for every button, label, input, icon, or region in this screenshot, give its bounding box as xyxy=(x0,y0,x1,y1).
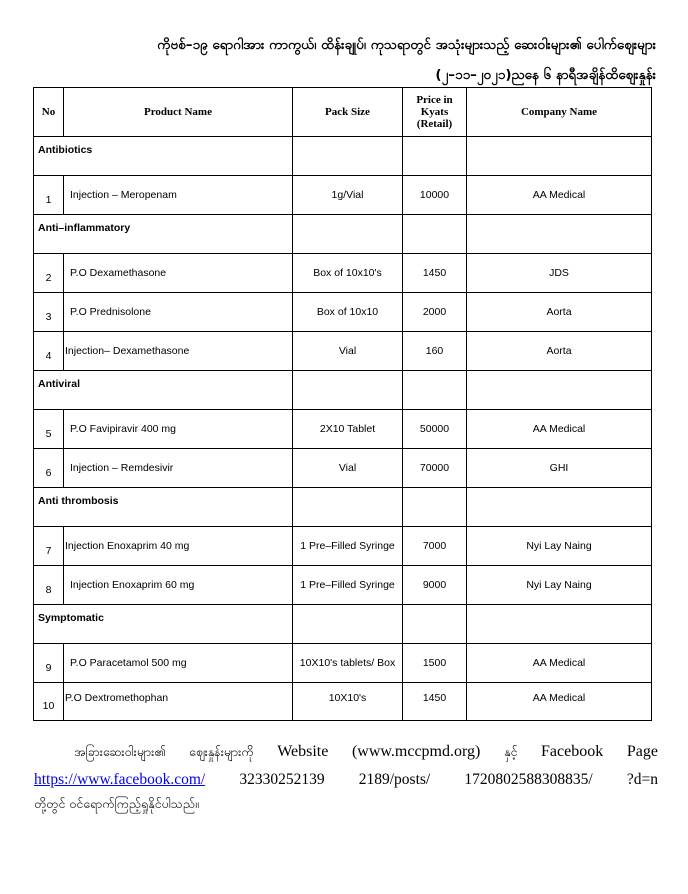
pack-size: 10X10's tablets/ Box xyxy=(293,644,403,683)
footer-line3: တို့တွင် ဝင်ရောက်ကြည့်ရှုနိုင်ပါသည်။ xyxy=(34,796,199,811)
price: 1450 xyxy=(403,254,467,293)
company-name: AA Medical xyxy=(467,644,652,683)
header-price: Price in Kyats (Retail) xyxy=(403,88,467,137)
table-row xyxy=(34,254,652,293)
pack-size: 2X10 Tablet xyxy=(293,410,403,449)
price: 1500 xyxy=(403,644,467,683)
category-row xyxy=(34,605,652,644)
pack-size: 1g/Vial xyxy=(293,176,403,215)
pack-size: 1 Pre–Filled Syringe xyxy=(293,527,403,566)
price: 2000 xyxy=(403,293,467,332)
pack-size: Vial xyxy=(293,332,403,371)
facebook-url-part: ?d=n xyxy=(626,771,658,788)
row-number: 7 xyxy=(34,527,64,566)
product-name: P.O Dexamethasone xyxy=(64,254,293,293)
facebook-url-part: 2189/posts/ xyxy=(358,771,431,788)
category-label: Anti–inflammatory xyxy=(34,215,293,254)
footer-line2 xyxy=(34,771,658,789)
category-row xyxy=(34,488,652,527)
product-name: P.O Prednisolone xyxy=(64,293,293,332)
company-name: GHI xyxy=(467,449,652,488)
table-row xyxy=(34,176,652,215)
table-row xyxy=(34,332,652,371)
price: 160 xyxy=(403,332,467,371)
price: 7000 xyxy=(403,527,467,566)
product-name: Injection – Meropenam xyxy=(64,176,293,215)
facebook-link[interactable]: https://www.facebook.com/ xyxy=(34,771,206,788)
table-header-row xyxy=(34,88,652,137)
document-title-line1: ကိုဗစ်–၁၉ ရောဂါအား ကာကွယ်၊ ထိန်းချုပ်၊ ကုသရာတွင် အသုံးများသည့် ဆေးဝါးများ၏ ပေါက်ဈေးများ xyxy=(157,37,656,53)
row-number: 6 xyxy=(34,449,64,488)
table-row xyxy=(34,449,652,488)
product-name: Injection Enoxaprim 40 mg xyxy=(64,527,293,566)
facebook-url-part: 32330252139 xyxy=(239,771,325,788)
row-number: 4 xyxy=(34,332,64,371)
company-name: Aorta xyxy=(467,293,652,332)
row-number: 9 xyxy=(34,644,64,683)
footer-mm-text: အခြားဆေးဝါးများ၏ xyxy=(74,744,166,759)
row-number: 5 xyxy=(34,410,64,449)
table-row xyxy=(34,566,652,605)
company-name: JDS xyxy=(467,254,652,293)
category-label: Anti thrombosis xyxy=(34,488,293,527)
document-title-line2: (၂–၁၁–၂၀၂၁)ညနေ ၆ နာရီအချိန်ထိဈေးနှုန်း xyxy=(435,67,656,83)
price: 9000 xyxy=(403,566,467,605)
pack-size: 10X10's xyxy=(293,683,403,721)
category-row xyxy=(34,137,652,176)
price-table xyxy=(33,87,652,721)
footer-line1 xyxy=(34,743,658,763)
company-name: Nyi Lay Naing xyxy=(467,527,652,566)
pack-size: 1 Pre–Filled Syringe xyxy=(293,566,403,605)
company-name: AA Medical xyxy=(467,176,652,215)
footer-page-label: Page xyxy=(626,743,658,760)
row-number: 10 xyxy=(34,683,64,721)
pack-size: Vial xyxy=(293,449,403,488)
pack-size: Box of 10x10 xyxy=(293,293,403,332)
price: 50000 xyxy=(403,410,467,449)
row-number: 2 xyxy=(34,254,64,293)
category-label: Antibiotics xyxy=(34,137,293,176)
category-row xyxy=(34,215,652,254)
row-number: 3 xyxy=(34,293,64,332)
category-label: Symptomatic xyxy=(34,605,293,644)
product-name: Injection – Remdesivir xyxy=(64,449,293,488)
company-name: Aorta xyxy=(467,332,652,371)
row-number: 1 xyxy=(34,176,64,215)
footer-facebook-label: Facebook xyxy=(541,743,604,760)
header-no: No xyxy=(34,88,64,137)
facebook-url-part: 1720802588308835/ xyxy=(464,771,593,788)
price: 10000 xyxy=(403,176,467,215)
price: 70000 xyxy=(403,449,467,488)
product-name: P.O Dextromethophan xyxy=(64,683,293,721)
header-pack-size: Pack Size xyxy=(293,88,403,137)
product-name: Injection– Dexamethasone xyxy=(64,332,293,371)
table-row xyxy=(34,644,652,683)
company-name: AA Medical xyxy=(467,410,652,449)
price: 1450 xyxy=(403,683,467,721)
footer-mm-text: ဈေးနှုန်းများကို xyxy=(189,744,254,759)
product-name: Injection Enoxaprim 60 mg xyxy=(64,566,293,605)
table-row xyxy=(34,527,652,566)
table-row xyxy=(34,293,652,332)
product-name: P.O Favipiravir 400 mg xyxy=(64,410,293,449)
table-row xyxy=(34,410,652,449)
header-product-name: Product Name xyxy=(64,88,293,137)
table-row xyxy=(34,683,652,721)
company-name: Nyi Lay Naing xyxy=(467,566,652,605)
footer-website-label: Website xyxy=(277,743,329,760)
footer-mm-text: နှင့် xyxy=(504,744,518,759)
footer-website-url: (www.mccpmd.org) xyxy=(351,743,481,760)
row-number: 8 xyxy=(34,566,64,605)
category-row xyxy=(34,371,652,410)
company-name: AA Medical xyxy=(467,683,652,721)
header-company-name: Company Name xyxy=(467,88,652,137)
product-name: P.O Paracetamol 500 mg xyxy=(64,644,293,683)
category-label: Antiviral xyxy=(34,371,293,410)
pack-size: Box of 10x10's xyxy=(293,254,403,293)
